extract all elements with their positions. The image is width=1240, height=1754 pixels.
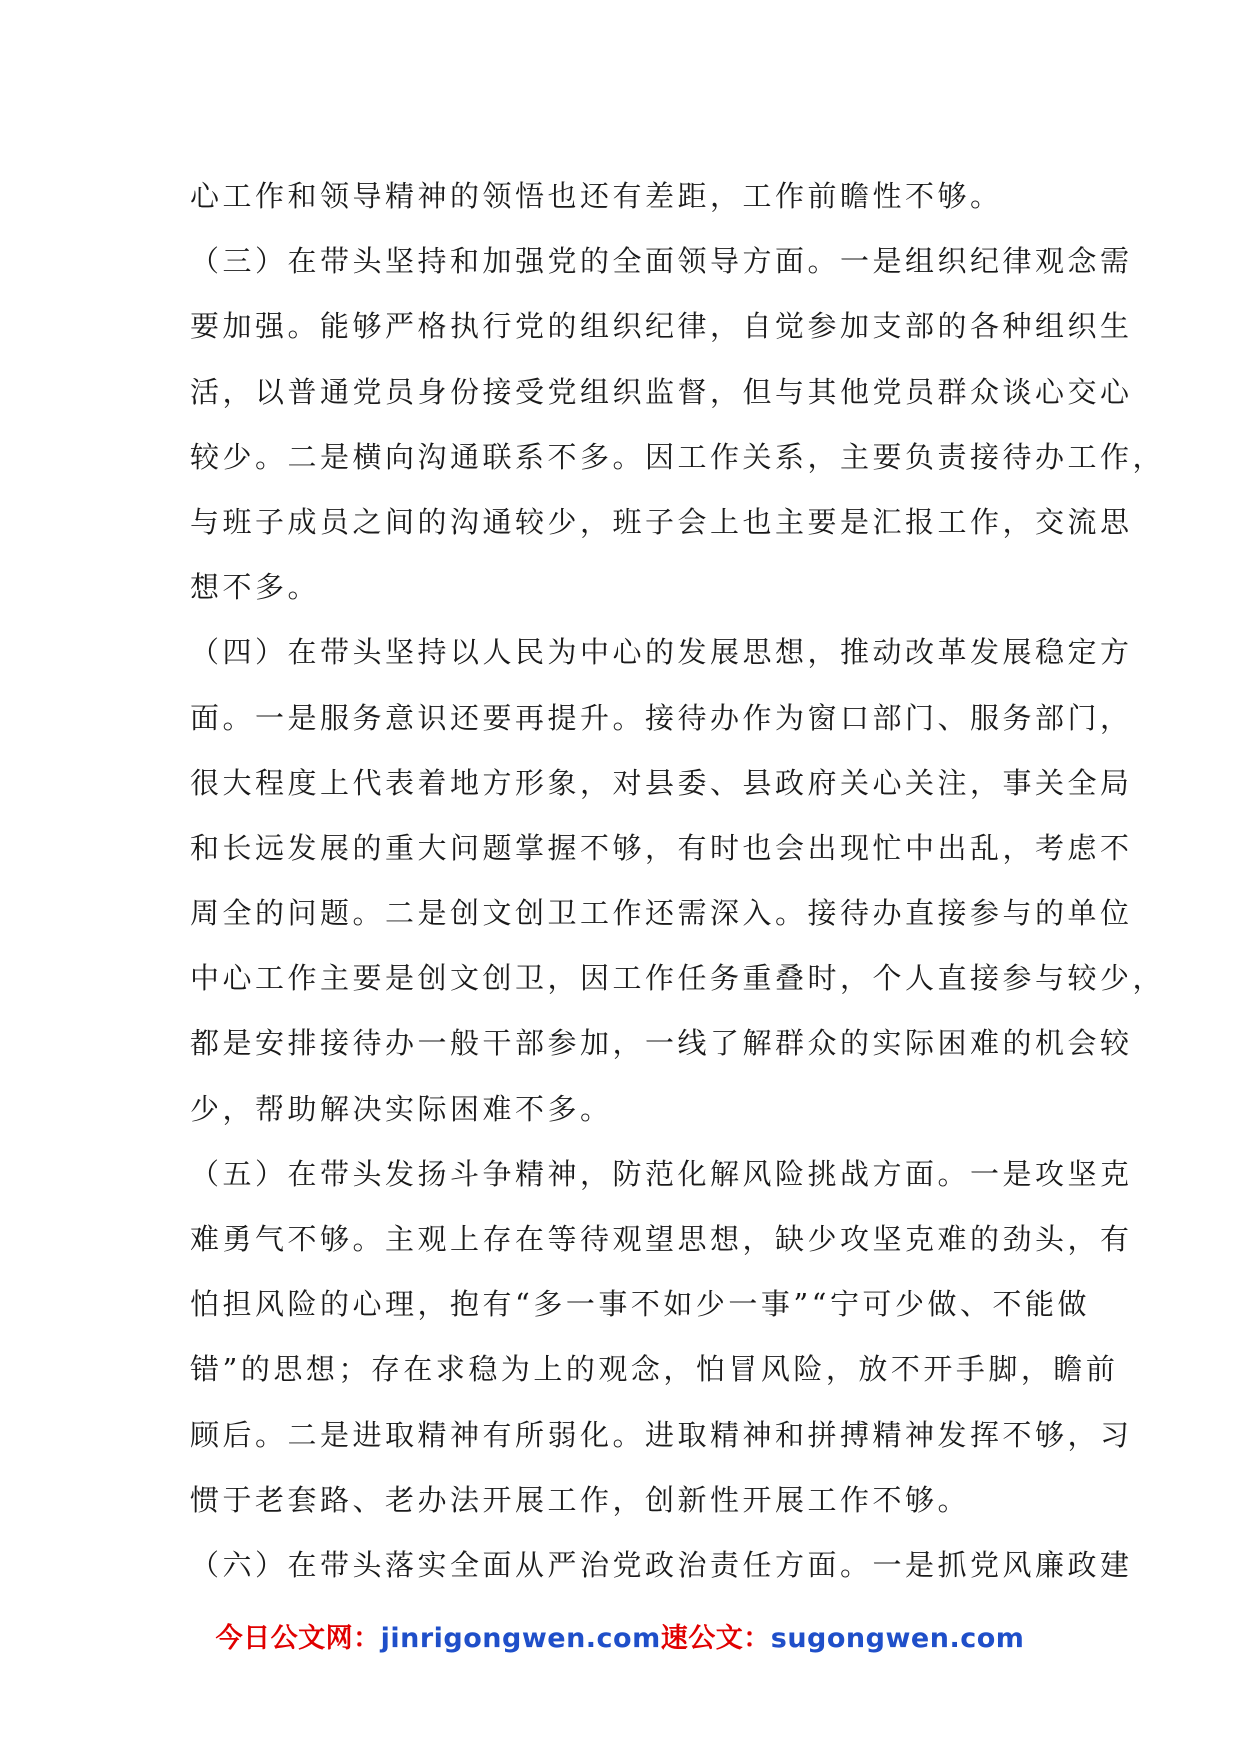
text-line: 想不多。: [190, 570, 321, 605]
footer-site-label-1: 今日公文网：: [215, 1623, 381, 1654]
text-line: （四）在带头坚持以人民为中心的发展思想，推动改革发展稳定方: [190, 635, 1133, 670]
text-line: 都是安排接待办一般干部参加，一线了解群众的实际困难的机会较: [190, 1026, 1133, 1061]
text-line: 要加强。能够严格执行党的组织纪律，自觉参加支部的各种组织生: [190, 309, 1133, 344]
text-line: 中心工作主要是创文创卫，因工作任务重叠时，个人直接参与较少，: [190, 961, 1166, 996]
text-line: 和长远发展的重大问题掌握不够，有时也会出现忙中出乱，考虑不: [190, 830, 1133, 865]
text-line: 面。一是服务意识还要再提升。接待办作为窗口部门、服务部门，: [190, 700, 1133, 735]
text-line: 惯于老套路、老办法开展工作，创新性开展工作不够。: [190, 1482, 971, 1517]
footer-site-link-2[interactable]: sugongwen.com: [770, 1623, 1025, 1654]
watermark-footer: [0, 1616, 1240, 1655]
text-line: 很大程度上代表着地方形象，对县委、县政府关心关注，事关全局: [190, 765, 1133, 800]
text-line: 顾后。二是进取精神有所弱化。进取精神和拼搏精神发挥不够，习: [190, 1417, 1133, 1452]
text-line: （五）在带头发扬斗争精神，防范化解风险挑战方面。一是攻坚克: [190, 1156, 1133, 1191]
text-line: 难勇气不够。主观上存在等待观望思想，缺少攻坚克难的劲头，有: [190, 1222, 1133, 1256]
footer-site-label-2: 速公文：: [660, 1623, 771, 1654]
footer-site-link-1[interactable]: jinrigongwen.com: [380, 1623, 661, 1654]
text-line: 周全的问题。二是创文创卫工作还需深入。接待办直接参与的单位: [190, 896, 1133, 931]
text-line: 心工作和领导精神的领悟也还有差距，工作前瞻性不够。: [190, 179, 1003, 213]
text-line: 错”的思想；存在求稳为上的观念，怕冒风险，放不开手脚，瞻前: [190, 1352, 1119, 1387]
body-text: [190, 164, 1166, 1598]
text-line: （三）在带头坚持和加强党的全面领导方面。一是组织纪律观念需: [190, 244, 1133, 279]
text-line: 与班子成员之间的沟通较少，班子会上也主要是汇报工作，交流思: [190, 504, 1133, 539]
text-line: （六）在带头落实全面从严治党政治责任方面。一是抓党风廉政建: [190, 1547, 1133, 1582]
text-line: 少，帮助解决实际困难不多。: [190, 1091, 613, 1126]
text-line: 较少。二是横向沟通联系不多。因工作关系，主要负责接待办工作，: [190, 439, 1166, 474]
text-line: 怕担风险的心理，抱有“多一事不如少一事”“宁可少做、不能做: [190, 1287, 1090, 1322]
text-line: 活，以普通党员身份接受党组织监督，但与其他党员群众谈心交心: [190, 374, 1133, 409]
